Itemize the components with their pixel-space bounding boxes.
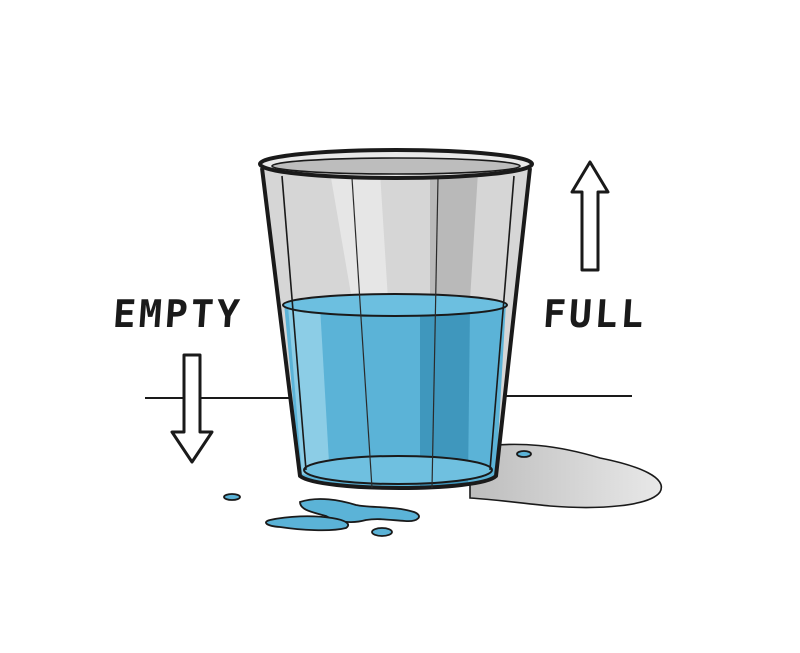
arrow-down-icon	[172, 355, 212, 462]
water-surface	[283, 294, 507, 316]
empty-label: EMPTY	[111, 292, 244, 336]
full-label: FULL	[541, 292, 649, 336]
glass-rim-inner	[272, 158, 520, 174]
water-bottom	[304, 456, 492, 484]
arrow-up-icon	[572, 162, 608, 270]
